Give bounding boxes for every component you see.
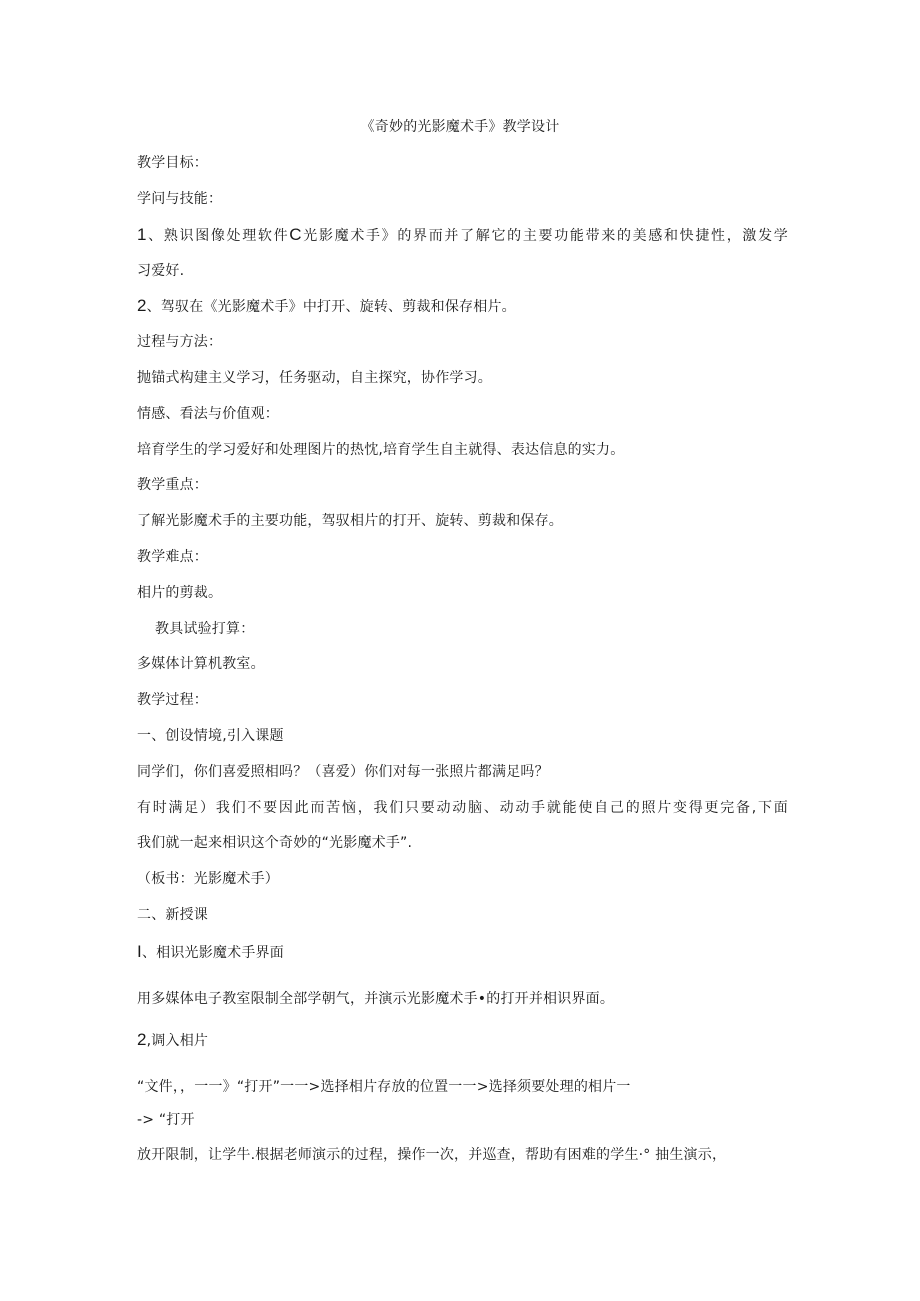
step1-paragraph-1: 同学们，你们喜爱照相吗？（喜爱）你们对每一张照片都满足吗？ [137,764,549,780]
process-text: 抛锚式构建主义学习，任务驱动，自主探究，协作学习。 [137,370,492,386]
step2-heading: 二、新授课 [137,907,208,923]
subsection-1-title: 、相识光影魔术手界面 [141,945,284,961]
step1-heading: 一、创设情境,引入课题 [137,728,284,744]
skills-heading: 学问与技能： [137,191,223,207]
subsection-1-text: 用多媒体电子教室限制全部学朝气，并演示光影魔术手•的打开并相识界面。 [137,991,615,1007]
subsection-1-number: I [137,942,142,961]
skill-item-1-continuation: 习爱好. [137,263,185,279]
subsection-2-heading [137,1030,788,1051]
subsection-2-path-a: “文件，，一一》“打开”一一>选择相片存放的位置一一>选择须要处理的相片一 [137,1079,631,1095]
skill-item-1-number: 1 [137,225,147,244]
step1-paragraph-2a: 有时满足）我们不要因此而苦恼，我们只要动动脑、动动手就能使自己的照片变得更完备,下面 [137,800,788,816]
skill-item-2 [137,296,788,317]
skill-item-2-number: 2 [137,296,147,315]
document-title: 《奇妙的光影魔术手》教学设计 [360,119,560,135]
tools-heading: 教具试验打算： [155,621,255,637]
focus-heading: 教学重点： [137,477,208,493]
process-heading: 过程与方法： [137,334,223,350]
subsection-2-path-b: -> “打开 [137,1112,195,1128]
procedure-heading: 教学过程： [137,692,208,708]
emotion-text: 培育学生的学习爱好和处理图片的热忱,培育学生自主就得、表达信息的实力。 [137,442,625,458]
subsection-1-heading [137,942,788,963]
subsection-2-number: 2 [137,1030,147,1049]
skill-item-1-text-a: 、熟识图像处理软件 [146,228,290,244]
skill-item-1-text-b: 光影魔术手》的界而并了解它的主要功能带来的美感和快捷性，激发学 [301,228,788,244]
emotion-heading: 情感、看法与价值观： [137,406,279,422]
difficulty-heading: 教学难点： [137,549,208,565]
skill-item-2-text: 、驾驭在《光影魔术手》中打开、旋转、剪裁和保存相片。 [146,299,516,315]
skill-item-1 [137,225,788,246]
step1-paragraph-2b: 我们就一起来相识这个奇妙的“光影魔术手”. [137,835,413,851]
step1-board-note: （板书：光影魔术手） [137,871,279,887]
tools-text: 多媒体计算机教室。 [137,656,265,672]
skill-item-1-glyph: C [289,225,302,244]
subsection-2-title: ,调入相片 [146,1033,209,1049]
difficulty-text: 相片的剪裁。 [137,585,223,601]
objectives-heading: 教学目标： [137,155,208,171]
subsection-2-text: 放开限制，让学牛.根据老师演示的过程，操作一次，并巡查，帮助有困难的学生·° 抽生演示， [137,1147,727,1163]
focus-text: 了解光影魔术手的主要功能，驾驭相片的打开、旋转、剪裁和保存。 [137,513,563,529]
